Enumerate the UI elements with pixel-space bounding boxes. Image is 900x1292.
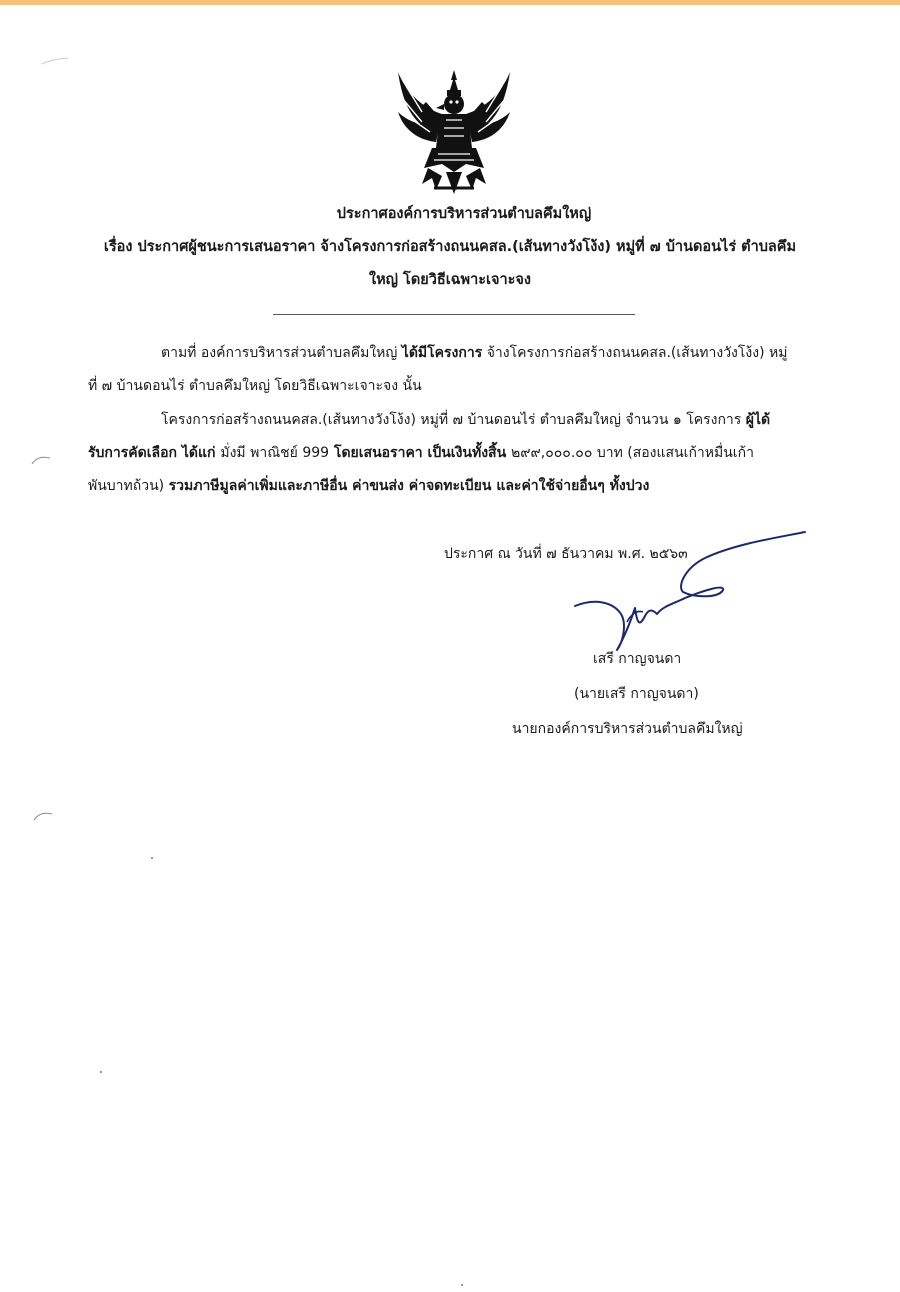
p2-text-d: โดยเสนอราคา เป็นเงินทั้งสิ้น xyxy=(329,445,512,461)
scan-speck xyxy=(100,1071,102,1073)
org-title: ประกาศองค์การบริหารส่วนตำบลคึมใหญ่ xyxy=(336,206,592,222)
p2-text-c: รับการคัดเลือก ได้แก่ xyxy=(88,445,221,461)
p2-amount: ๒๙๙,๐๐๐.๐๐ บาท (สองแสนเก้าหมื่นเก้า xyxy=(511,445,754,461)
garuda-emblem-icon xyxy=(392,68,516,196)
scan-speck xyxy=(461,1284,463,1286)
p2-text-b: ผู้ได้ xyxy=(745,412,771,428)
p1-text-c: จ้างโครงการก่อสร้างถนนคสล.(เส้นทางวังโง้ง) หมู่ xyxy=(482,345,788,361)
scan-speck xyxy=(151,857,153,859)
p2-text-f: รวมภาษีมูลค่าเพิ่มและภาษีอื่น ค่าขนส่ง ค่าจดทะเบียน และค่าใช้จ่ายอื่นๆ ทั้งปวง xyxy=(168,478,650,494)
handwritten-signature xyxy=(565,528,815,668)
scan-artifact xyxy=(40,56,70,66)
subject-line-1: เรื่อง ประกาศผู้ชนะการเสนอราคา จ้างโครงการก่อสร้างถนนคสล.(เส้นทางวังโง้ง) หมู่ที่ ๗ บ้านดอนไร่ ตำบลคึม xyxy=(103,239,797,255)
p1-text-a: ตามที่ องค์การบริหารส่วนตำบลคึมใหญ่ xyxy=(161,345,402,361)
signer-position: นายกองค์การบริหารส่วนตำบลคึมใหญ่ xyxy=(512,721,743,737)
signer-name: เสรี กาญจนดา xyxy=(593,651,682,667)
subject-line-2: ใหญ่ โดยวิธีเฉพาะเจาะจง xyxy=(368,272,531,288)
scan-artifact xyxy=(30,452,54,466)
p2-text-a: โครงการก่อสร้างถนนคสล.(เส้นทางวังโง้ง) หมู่ที่ ๗ บ้านดอนไร่ ตำบลคึมใหญ่ จำนวน ๑ โครงการ xyxy=(161,412,746,428)
p2-text-e: พันบาทถ้วน) xyxy=(88,478,169,494)
separator-line xyxy=(273,314,635,315)
announce-date: ประกาศ ณ วันที่ ๗ ธันวาคม พ.ศ. ๒๕๖๓ xyxy=(444,546,688,562)
p1-text-b: ได้มีโครงการ xyxy=(401,345,483,361)
p2-winner: มั่งมี พาณิชย์ 999 xyxy=(220,445,330,461)
paragraph-1-line-2: ที่ ๗ บ้านดอนไร่ ตำบลคึมใหญ่ โดยวิธีเฉพาะเจาะจง นั้น xyxy=(88,378,422,394)
paragraph-2-line-3 xyxy=(88,475,649,497)
paragraph-2-line-1 xyxy=(161,409,770,431)
scan-artifact xyxy=(32,808,56,822)
paragraph-2-line-2 xyxy=(88,442,754,464)
paragraph-1-line-1 xyxy=(161,342,787,364)
signer-full-name: (นายเสรี กาญจนดา) xyxy=(574,686,699,702)
